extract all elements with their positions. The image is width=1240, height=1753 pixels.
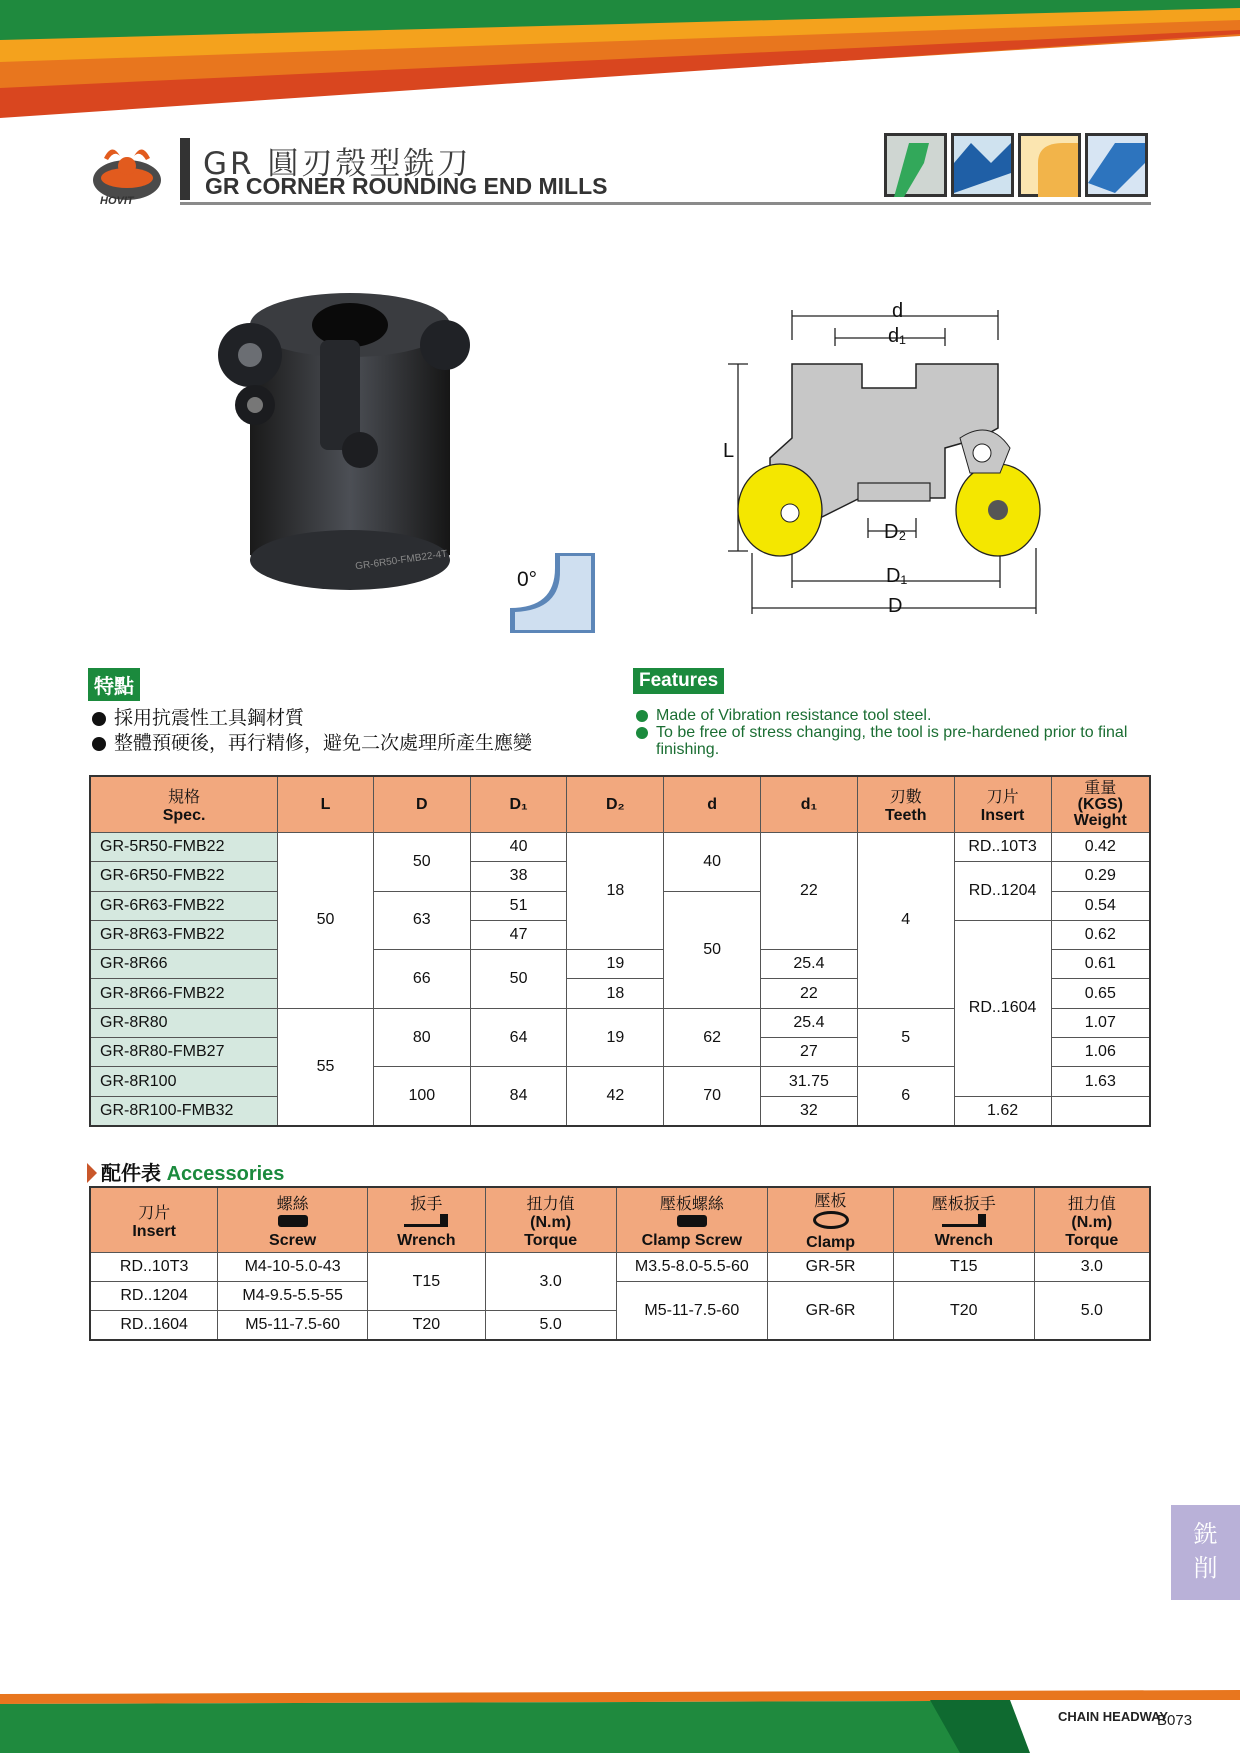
spec-name: GR-8R66 <box>90 950 278 979</box>
col-clamp-torque: 扭力值 (N.m) Torque <box>1034 1187 1150 1253</box>
cell-clamp-screw: M5-11-7.5-60 <box>616 1282 768 1341</box>
col-D2: D₂ <box>567 776 664 833</box>
col-D1: D₁ <box>470 776 567 833</box>
table-row <box>90 1282 1150 1311</box>
cell-weight: 0.62 <box>1051 920 1150 949</box>
cell-D2: 18 <box>567 833 664 950</box>
cell-clamp-wrench: T20 <box>893 1282 1034 1341</box>
cell-teeth: 6 <box>857 1067 954 1126</box>
cell-weight: 0.65 <box>1051 979 1150 1008</box>
cell-insert: RD..1204 <box>90 1282 218 1311</box>
acc-header-row <box>90 1187 1150 1253</box>
chain-headway-logo: CHAIN HEADWAY <box>1058 1709 1169 1724</box>
cell-insert: RD..1204 <box>954 862 1051 921</box>
spec-name: GR-8R66-FMB22 <box>90 979 278 1008</box>
cell-d: 62 <box>664 1008 761 1067</box>
section-arrow-icon <box>87 1163 97 1183</box>
cell-D1: 51 <box>470 891 567 920</box>
feature-zh-2: 整體預硬後，再行精修，避免二次處理所產生應變 <box>114 732 533 754</box>
cell-clamp-wrench: T15 <box>893 1253 1034 1282</box>
footer-stripes <box>0 1690 1240 1753</box>
cell-teeth: 5 <box>857 1008 954 1067</box>
section-tab-milling[interactable] <box>1171 1505 1240 1600</box>
cell-d1: 27 <box>760 1038 857 1067</box>
cell-D1: 64 <box>470 1008 567 1067</box>
profile-shape-icon <box>505 548 602 640</box>
cell-D: 66 <box>373 950 470 1009</box>
cell-d: 50 <box>664 891 761 1008</box>
cell-D: 80 <box>373 1008 470 1067</box>
col-teeth: 刃數 Teeth <box>857 776 954 833</box>
cell-D2: 19 <box>567 1008 664 1067</box>
accessories-table <box>89 1186 1151 1341</box>
face-milling-icon <box>951 133 1014 197</box>
cell-D: 100 <box>373 1067 470 1126</box>
cell-d1: 22 <box>760 833 857 950</box>
col-torque: 扭力值 (N.m) Torque <box>485 1187 616 1253</box>
col-wrench: 扳手 Wrench <box>367 1187 485 1253</box>
brand-label: HOVIT <box>100 195 134 207</box>
table-row <box>90 1253 1150 1282</box>
cell-d1: 25.4 <box>760 1008 857 1037</box>
clamp-screw-icon <box>677 1215 707 1227</box>
bullet-icon <box>636 710 648 722</box>
cell-D1: 40 <box>470 833 567 862</box>
cell-insert: RD..10T3 <box>954 833 1051 862</box>
side-tab-char: 削 <box>1193 1554 1218 1582</box>
cell-insert: RD..1604 <box>90 1311 218 1341</box>
side-tab-char: 銑 <box>1193 1520 1218 1548</box>
col-clamp: 壓板 Clamp <box>768 1187 894 1253</box>
corner-rounding-icon <box>1018 133 1081 197</box>
cell-d: 40 <box>664 833 761 892</box>
machining-type-icons <box>884 133 1150 197</box>
dim-label-d: d <box>892 300 904 322</box>
chamfer-milling-icon <box>1085 133 1148 197</box>
spec-name: GR-6R63-FMB22 <box>90 891 278 920</box>
spec-name: GR-8R80-FMB27 <box>90 1038 278 1067</box>
clamp-wrench-icon <box>942 1214 986 1227</box>
col-d: d <box>664 776 761 833</box>
dimension-drawing <box>720 298 1048 620</box>
cell-weight: 1.07 <box>1051 1008 1150 1037</box>
features-title-zh: 特點 <box>88 668 140 701</box>
bullet-icon <box>636 727 648 739</box>
cell-clamp-torque: 5.0 <box>1034 1282 1150 1341</box>
cell-weight: 0.42 <box>1051 833 1150 862</box>
page-title-zh: GR 圓刃殼型銑刀 <box>203 146 472 182</box>
cell-torque: 3.0 <box>485 1253 616 1311</box>
col-insert: 刀片 Insert <box>954 776 1051 833</box>
features-list-en <box>636 707 1156 758</box>
col-screw: 螺絲 Screw <box>218 1187 368 1253</box>
col-d1: d₁ <box>760 776 857 833</box>
cell-screw: M4-9.5-5.5-55 <box>218 1282 368 1311</box>
cell-weight: 0.61 <box>1051 950 1150 979</box>
dim-label-L: L <box>723 440 735 462</box>
cell-insert: RD..1604 <box>954 920 1051 1096</box>
tool-engraving: GR-6R50-FMB22-4T <box>354 548 449 573</box>
cell-wrench: T20 <box>367 1311 485 1341</box>
clamp-icon <box>813 1211 849 1229</box>
features-title-en: Features <box>633 668 724 694</box>
page-number: B073 <box>1157 1712 1193 1729</box>
cell-L: 50 <box>278 833 374 1009</box>
spec-name: GR-8R100 <box>90 1067 278 1096</box>
cell-wrench: T15 <box>367 1253 485 1311</box>
col-insert: 刀片 Insert <box>90 1187 218 1253</box>
cell-weight: 0.54 <box>1051 891 1150 920</box>
cell-weight: 0.29 <box>1051 862 1150 891</box>
spec-name: GR-5R50-FMB22 <box>90 833 278 862</box>
cell-weight: 1.62 <box>954 1096 1051 1126</box>
cell-D2: 19 <box>567 950 664 979</box>
cell-clamp-torque: 3.0 <box>1034 1253 1150 1282</box>
features-list-zh <box>92 706 532 756</box>
angle-label: 0° <box>517 568 538 591</box>
cell-d1: 25.4 <box>760 950 857 979</box>
shoulder-milling-icon <box>884 133 947 197</box>
cell-D1: 47 <box>470 920 567 949</box>
spec-header-row <box>90 776 1150 833</box>
cell-teeth: 4 <box>857 833 954 1009</box>
cell-D1: 50 <box>470 950 567 1009</box>
page-title-en: GR CORNER ROUNDING END MILLS <box>205 173 608 199</box>
cell-L: 55 <box>278 1008 374 1126</box>
dim-label-d1: d₁ <box>888 325 906 347</box>
cell-D2: 18 <box>567 979 664 1008</box>
spec-table <box>89 775 1151 1127</box>
cell-screw: M4-10-5.0-43 <box>218 1253 368 1282</box>
accessories-title: 配件表 Accessories <box>87 1157 284 1186</box>
col-spec: 規格 Spec. <box>90 776 278 833</box>
cell-clamp: GR-5R <box>768 1253 894 1282</box>
cell-d1: 32 <box>760 1096 857 1126</box>
title-divider <box>180 202 1151 205</box>
dim-label-D: D <box>888 595 903 617</box>
col-L: L <box>278 776 374 833</box>
cell-weight: 1.06 <box>1051 1038 1150 1067</box>
cell-D: 50 <box>373 833 470 892</box>
bullet-icon <box>92 737 106 751</box>
cell-D1: 84 <box>470 1067 567 1126</box>
cell-torque: 5.0 <box>485 1311 616 1341</box>
cell-clamp: GR-6R <box>768 1282 894 1341</box>
col-clamp-screw: 壓板螺絲 Clamp Screw <box>616 1187 768 1253</box>
col-weight: 重量 (KGS) Weight <box>1051 776 1150 833</box>
cell-D1: 38 <box>470 862 567 891</box>
cell-D2: 42 <box>567 1067 664 1126</box>
wrench-icon <box>404 1214 448 1227</box>
cell-d1: 22 <box>760 979 857 1008</box>
spec-name: GR-8R63-FMB22 <box>90 920 278 949</box>
dim-label-D1: D₁ <box>886 565 908 587</box>
feature-en-1: Made of Vibration resistance tool steel. <box>656 707 932 724</box>
dim-label-D2: D₂ <box>884 521 907 543</box>
title-bar-accent <box>180 138 190 200</box>
cell-weight: 1.63 <box>1051 1067 1150 1096</box>
header-stripes <box>0 0 1240 120</box>
spec-name: GR-8R80 <box>90 1008 278 1037</box>
col-D: D <box>373 776 470 833</box>
col-clamp-wrench: 壓板扳手 Wrench <box>893 1187 1034 1253</box>
cell-d1: 31.75 <box>760 1067 857 1096</box>
feature-en-2: To be free of stress changing, the tool is pre-hardened prior to final finishing. <box>656 724 1128 758</box>
bullet-icon <box>92 712 106 726</box>
cell-clamp-screw: M3.5-8.0-5.5-60 <box>616 1253 768 1282</box>
screw-icon <box>278 1215 308 1227</box>
cell-screw: M5-11-7.5-60 <box>218 1311 368 1341</box>
cell-D: 63 <box>373 891 470 950</box>
cell-d: 70 <box>664 1067 761 1126</box>
cell-insert: RD..10T3 <box>90 1253 218 1282</box>
spec-name: GR-8R100-FMB32 <box>90 1096 278 1126</box>
spec-name: GR-6R50-FMB22 <box>90 862 278 891</box>
feature-zh-1: 採用抗震性工具鋼材質 <box>114 707 305 729</box>
table-row <box>90 833 1150 862</box>
